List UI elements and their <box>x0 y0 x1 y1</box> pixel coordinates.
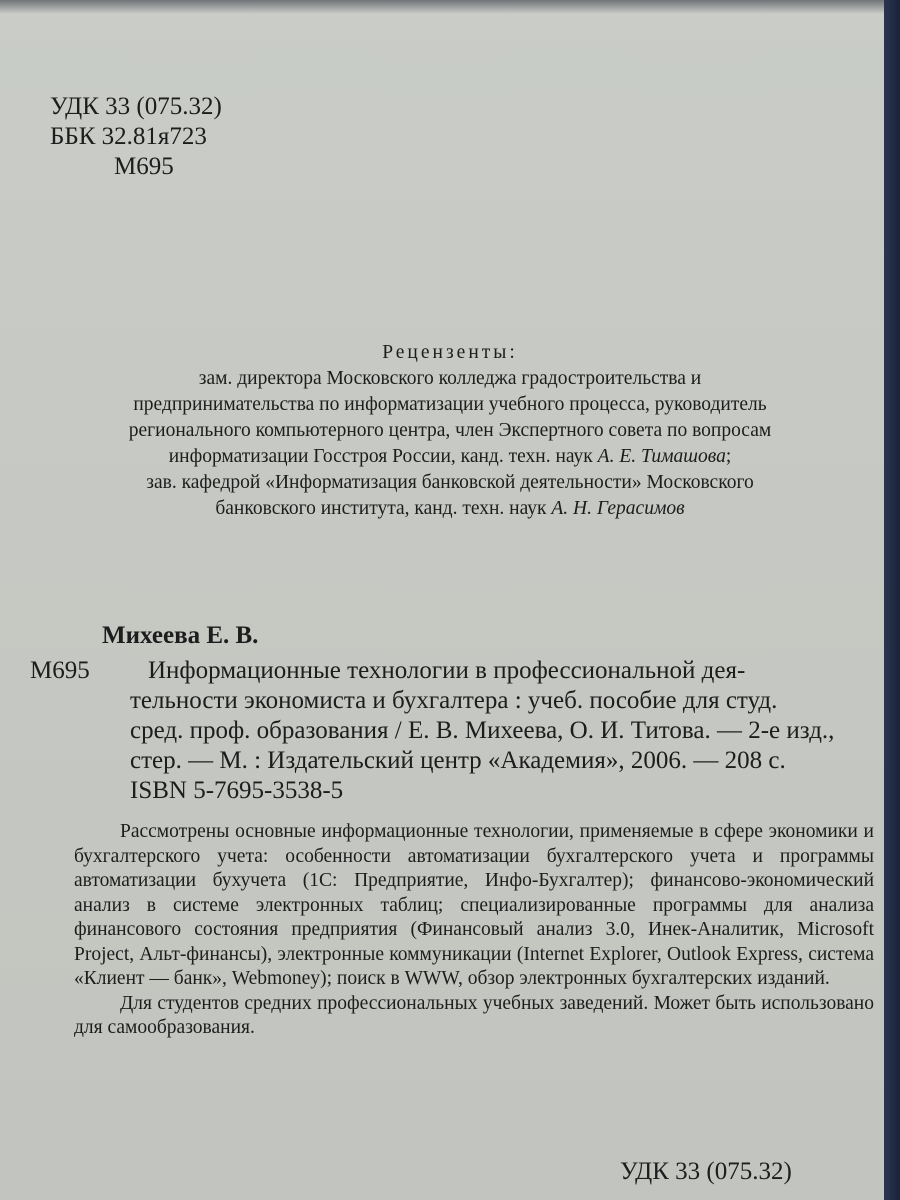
reviewer-1-line-4 <box>40 444 860 470</box>
reviewer-2-line-2 <box>40 496 860 522</box>
reviewers-block <box>40 340 860 522</box>
reviewer-1-name: А. Е. Тимашова <box>597 446 726 467</box>
author-sign-code: М695 <box>114 153 174 180</box>
footer-udk-code: УДК 33 (075.32) <box>620 1158 792 1185</box>
abstract-block <box>74 820 874 1041</box>
classification-block <box>50 92 222 182</box>
reviewer-2-line-1: зав. кафедрой «Информатизация банковской деятельности» Московского <box>146 472 754 493</box>
catalog-line-4: стер. — М. : Издательский центр «Академия», 2006. — 208 с. <box>130 747 786 774</box>
isbn: ISBN 5-7695-3538-5 <box>130 777 344 804</box>
bbk-code: ББК 32.81я723 <box>50 123 207 150</box>
page-top-shadow <box>0 0 884 14</box>
reviewer-1-line-4-text: информатизации Госстроя России, канд. техн. наук <box>168 446 593 467</box>
catalog-description <box>30 656 860 806</box>
udk-code: УДК 33 (075.32) <box>50 93 222 120</box>
reviewer-1-punct: ; <box>725 446 732 467</box>
reviewer-2-name: А. Н. Герасимов <box>551 498 685 519</box>
reviewers-heading: Рецензенты: <box>382 342 518 363</box>
reviewer-1-line-2: предпринимательства по информатизации учебного процесса, руководитель <box>133 394 767 415</box>
reviewer-1-line-3: регионального компьютерного центра, член Экспертного совета по вопросам <box>128 420 772 441</box>
abstract-paragraph-2: Для студентов средних профессиональных учебных заведений. Может быть использовано для самообразования. <box>74 992 874 1038</box>
catalog-line-3: сред. проф. образования / Е. В. Михеева, О. И. Титова. — 2-е изд., <box>130 717 835 744</box>
book-cover-edge <box>884 0 900 1200</box>
catalog-code: М695 <box>30 657 90 684</box>
catalog-line-2: тельности экономиста и бухгалтера : учеб. пособие для студ. <box>130 687 778 714</box>
reviewer-2-line-2-text: банковского института, канд. техн. наук <box>215 498 547 519</box>
abstract-paragraph-1: Рассмотрены основные информационные технологии, применяемые в сфере экономики и бухгалтерского учета: особенности автоматизации бухгалтерского учета и программы автоматизации бухучета (1С: Предприятие, Инфо-Бухгалтер); финансово-экономический анализ в системе электронных таблиц; специализированные программы для анализа финансового состояния предприятия (Финансовый анализ 3.0, Инек-Аналитик, Microsoft Project, Альт-финансы), электронные коммуникации (Internet Explorer, Outlook Express, система «Клиент — банк», Webmoney); поиск в WWW, обзор электронных бухгалтерских изданий. <box>74 821 874 989</box>
catalog-author: Михеева Е. В. <box>102 622 259 649</box>
reviewer-1-line-1: зам. директора Московского колледжа градостроительства и <box>198 368 702 389</box>
catalog-line-1: Информационные технологии в профессиональной дея- <box>148 657 746 684</box>
